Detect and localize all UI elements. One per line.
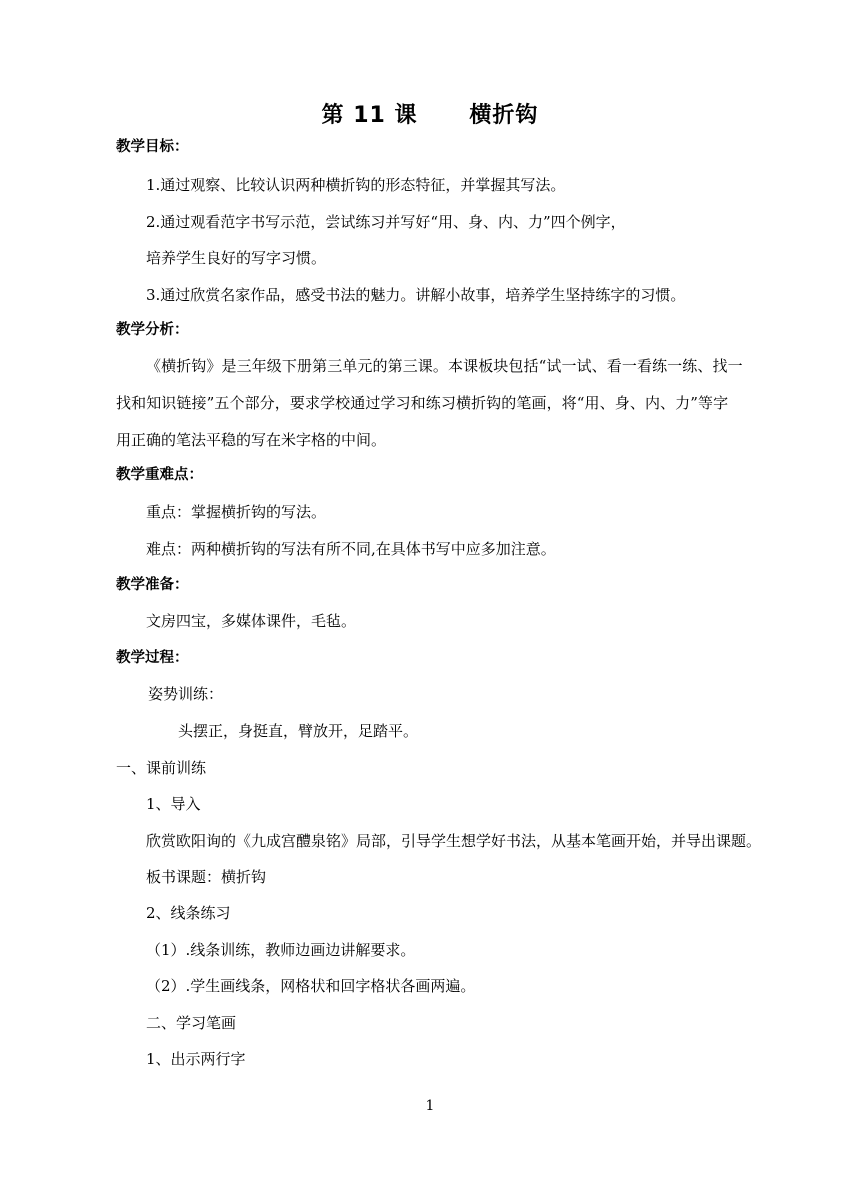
paragraph-line: 《横折钩》是三年级下册第三单元的第三课。本课板块包括“试一试、看一看练一练、找一 [146, 357, 743, 375]
paragraph-line: （2）.学生画线条，网格状和回字格状各画两遍。 [146, 977, 476, 995]
paragraph-line: 1、导入 [146, 795, 201, 813]
paragraph-line: 板书课题：横折钩 [146, 868, 267, 886]
paragraph-line: 姿势训练： [148, 685, 224, 703]
paragraph-line: 难点：两种横折钩的写法有所不同,在具体书写中应多加注意。 [146, 540, 556, 558]
paragraph-line: 用正确的笔法平稳的写在米字格的中间。 [116, 431, 387, 449]
section-heading: 一、课前训练 [116, 759, 207, 777]
heading-process: 教学过程： [116, 650, 189, 666]
paragraph-line: （1）.线条训练，教师边画边讲解要求。 [146, 941, 416, 959]
paragraph-line: 2.通过观看范字书写示范，尝试练习并写好“用、身、内、力”四个例字， [146, 213, 626, 231]
heading-preparation: 教学准备： [116, 577, 189, 593]
page-title: 第 11 课 横折钩 [321, 103, 539, 128]
paragraph-line: 1.通过观察、比较认识两种横折钩的形态特征，并掌握其写法。 [146, 176, 566, 194]
paragraph-line: 3.通过欣赏名家作品，感受书法的魅力。讲解小故事，培养学生坚持练字的习惯。 [146, 286, 686, 304]
paragraph-line: 2、线条练习 [146, 904, 231, 922]
section-heading: 二、学习笔画 [146, 1014, 237, 1032]
paragraph-line: 培养学生良好的写字习惯。 [146, 249, 327, 267]
heading-objectives: 教学目标： [116, 139, 189, 155]
paragraph-line: 重点：掌握横折钩的写法。 [146, 503, 327, 521]
heading-key-points: 教学重难点： [116, 467, 203, 483]
paragraph-line: 1、出示两行字 [146, 1050, 246, 1068]
paragraph-line: 找和知识链接”五个部分，要求学校通过学习和练习横折钩的笔画，将“用、身、内、力”等字 [116, 394, 729, 412]
heading-analysis: 教学分析： [116, 322, 189, 338]
paragraph-line: 头摆正，身挺直，臂放开，足踏平。 [178, 722, 419, 740]
paragraph-line: 欣赏欧阳询的《九成宫醴泉铭》局部，引导学生想学好书法，从基本笔画开始，并导出课题。 [146, 832, 762, 850]
paragraph-line: 文房四宝，多媒体课件，毛毡。 [146, 612, 357, 630]
page-number: 1 [425, 1098, 435, 1114]
